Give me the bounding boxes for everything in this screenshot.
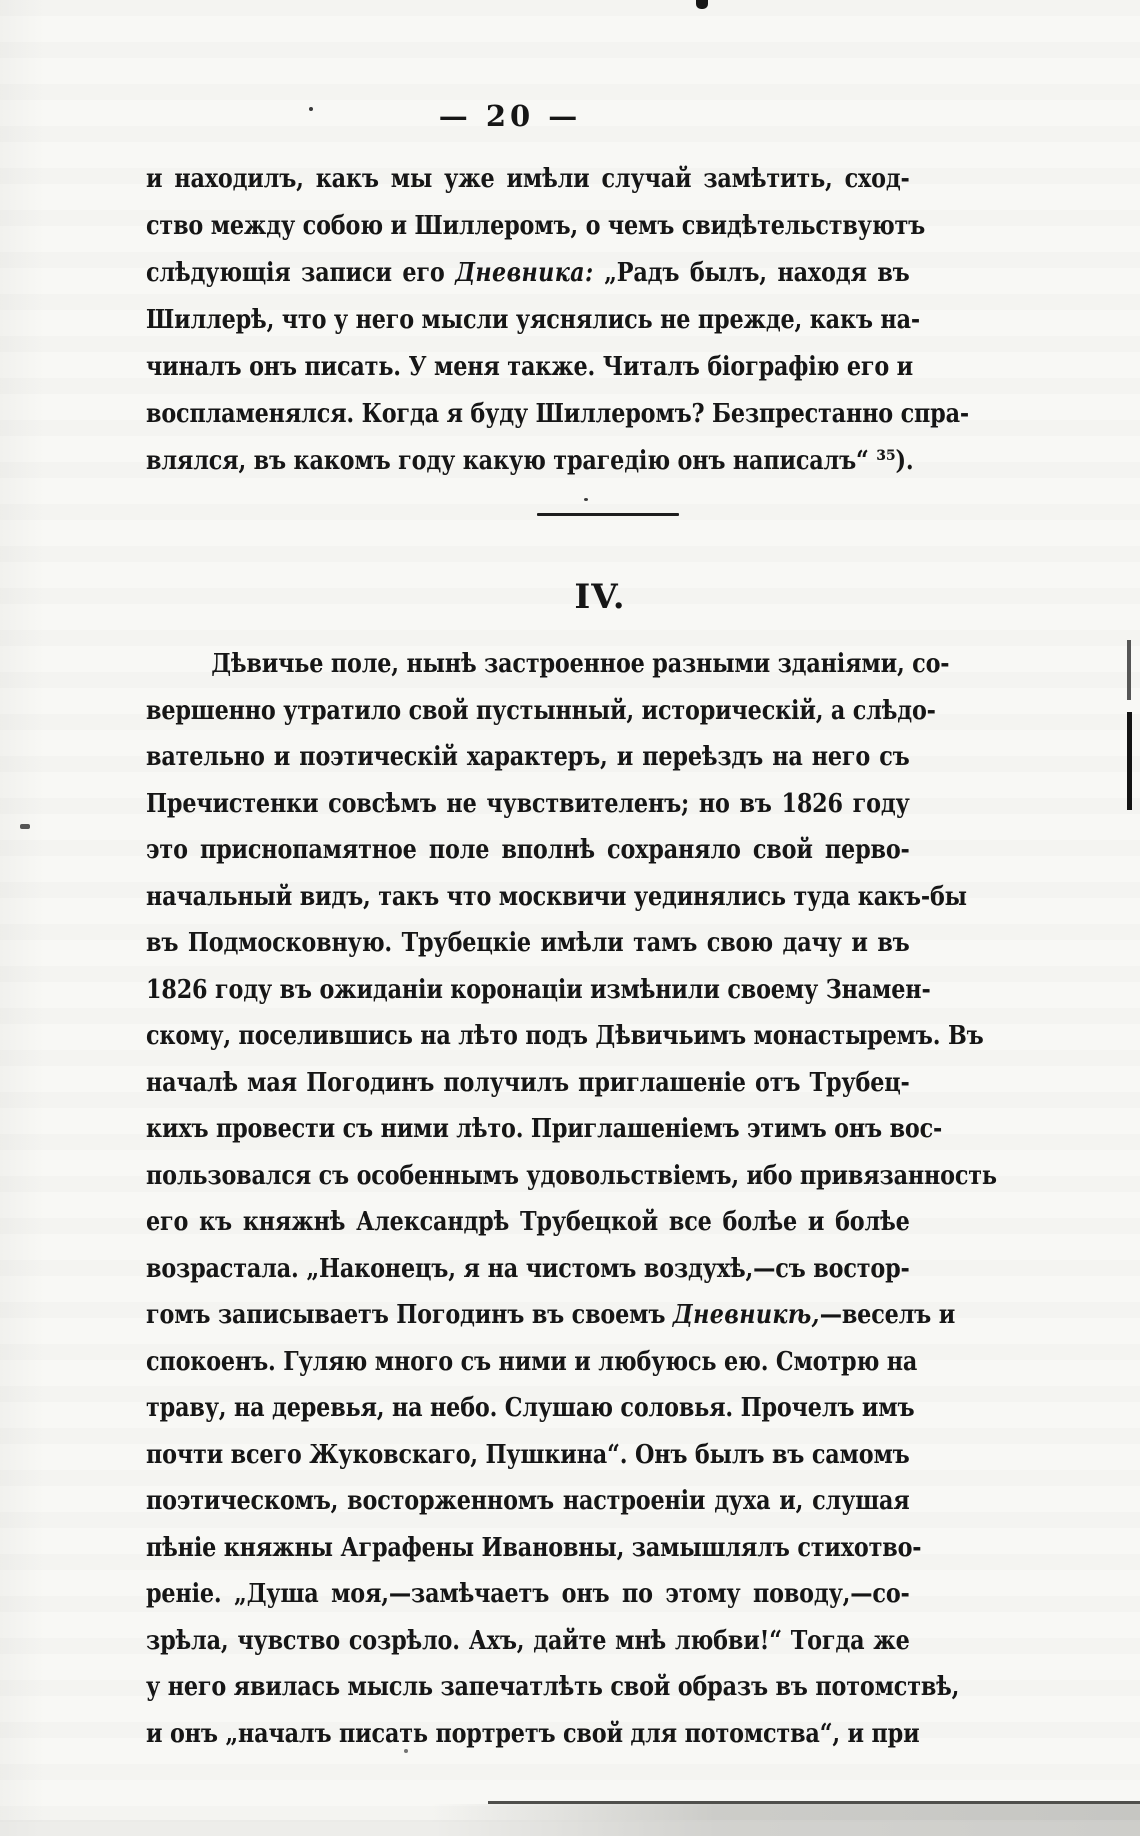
section-heading: IV. [574, 577, 626, 617]
text-line: вершенно утратило свой пустынный, историческій, а слѣдо- [146, 695, 936, 726]
text-line: ство между собою и Шиллеромъ, о чемъ свидѣтельствуютъ [146, 211, 926, 241]
text-line: поэтическомъ, восторженномъ настроеніи духа и, слушая [146, 1486, 910, 1516]
scan-edge-mark [696, 0, 708, 9]
text-line: Пречистенки совсѣмъ не чувствителенъ; но въ 1826 году [146, 788, 910, 819]
scan-edge-mark [20, 824, 30, 829]
scan-edge-line [1127, 640, 1131, 700]
page-number: — 20 — [438, 99, 582, 133]
text-line: его къ княжнѣ Александрѣ Трубецкой все болѣе и болѣе [146, 1207, 910, 1237]
text-line: гомъ записываетъ Погодинъ въ своемъ Дневникѣ,—веселъ и [146, 1300, 956, 1330]
text-line: зрѣла, чувство созрѣло. Ахъ, дайте мнѣ любви!“ Тогда же [146, 1625, 910, 1656]
text-line: скому, поселившись на лѣто подъ Дѣвичьимъ монастыремъ. Въ [146, 1021, 984, 1051]
paragraph-section-iv [146, 641, 997, 1757]
text-line: начальный видъ, такъ что москвичи уединялись туда какъ-бы [146, 881, 967, 912]
text-line: реніе. „Душа моя,—замѣчаетъ онъ по этому поводу,—со- [146, 1579, 910, 1609]
text-line: возрастала. „Наконецъ, я на чистомъ воздухѣ,—съ востор- [146, 1253, 910, 1284]
text-line: Дѣвичье поле, нынѣ застроенное разными зданіями, со- [211, 649, 950, 679]
text-line: слѣдующія записи его Дневника: „Радъ былъ, находя въ [146, 258, 910, 288]
scan-speck [584, 498, 588, 501]
text-line: и онъ „началъ писать портретъ свой для потомства“, и при [146, 1718, 920, 1749]
text-line: началѣ мая Погодинъ получилъ приглашеніе отъ Трубец- [146, 1067, 910, 1098]
text-line: у него явилась мысль запечатлѣть свой образъ въ потомствѣ, [146, 1672, 960, 1702]
text-line: вательно и поэтическій характеръ, и переѣздъ на него съ [146, 742, 910, 772]
text-line: влялся, въ какомъ году какую трагедію онъ написалъ“ ³⁵). [146, 446, 914, 476]
text-line: воспламенялся. Когда я буду Шиллеромъ? Безпрестанно спра- [146, 399, 969, 429]
text-line: чиналъ онъ писать. У меня также. Читалъ біографію его и [146, 352, 914, 382]
text-line: это приснопамятное поле вполнѣ сохраняло свой перво- [146, 835, 910, 865]
scan-speck [404, 1749, 408, 1753]
scan-edge-line [1127, 712, 1132, 810]
italic-word: Дневникѣ, [672, 1300, 820, 1330]
paragraph-continuation [146, 156, 969, 485]
section-divider-rule [537, 513, 679, 516]
italic-word: Дневника: [455, 258, 594, 288]
text-line: Шиллерѣ, что у него мысли уяснялись не прежде, какъ на- [146, 305, 920, 335]
text-line: 1826 году въ ожиданіи коронаціи измѣнили своему Знамен- [146, 974, 931, 1005]
scan-speck [309, 107, 313, 111]
text-line: пѣніе княжны Аграфены Ивановны, замышлялъ стихотво- [146, 1532, 922, 1563]
text-line: траву, на деревья, на небо. Слушаю соловья. Прочелъ имъ [146, 1393, 915, 1423]
text-line: и находилъ, какъ мы уже имѣли случай замѣтить, сход- [146, 164, 910, 194]
scan-bottom-edge-haze [0, 1820, 1140, 1836]
text-line: почти всего Жуковскаго, Пушкина“. Онъ былъ въ самомъ [146, 1439, 910, 1470]
text-line: спокоенъ. Гуляю много съ ними и любуюсь ею. Смотрю на [146, 1346, 918, 1377]
text-line: пользовался съ особеннымъ удовольствіемъ, ибо привязанность [146, 1160, 997, 1191]
text-line: въ Подмосковную. Трубецкіе имѣли тамъ свою дачу и въ [146, 928, 910, 958]
text-line: кихъ провести съ ними лѣто. Приглашеніемъ этимъ онъ вос- [146, 1114, 943, 1144]
